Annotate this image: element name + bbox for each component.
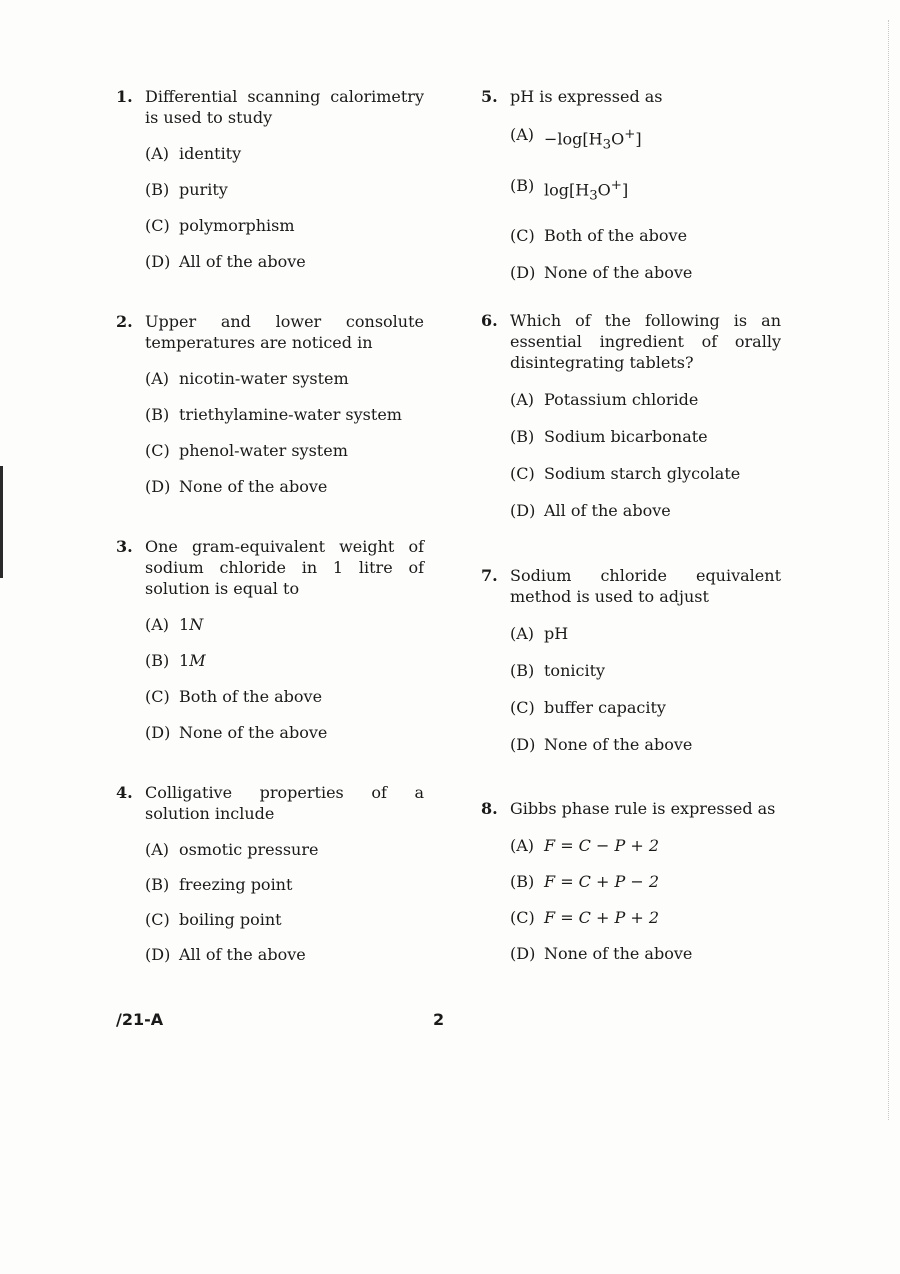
booklet-code: /21-A (116, 1010, 164, 1029)
question-7 (481, 565, 781, 755)
question-3 (116, 536, 424, 743)
option: (B) Sodium bicarbonate (510, 427, 708, 446)
question-text: Colligative properties of a solution include (145, 783, 424, 823)
option: (C) Sodium starch glycolate (510, 464, 741, 483)
option: (A) identity (145, 144, 242, 163)
option: (B) F = C + P − 2 (510, 872, 660, 891)
option: (D) All of the above (145, 945, 306, 964)
option: (B) purity (145, 180, 228, 199)
option: (A) nicotin-water system (145, 369, 349, 388)
question-2 (116, 311, 424, 497)
scan-margin-mark (0, 466, 3, 578)
option: (B) freezing point (145, 875, 293, 894)
option: (A) F = C − P + 2 (510, 836, 660, 855)
option: (B) tonicity (510, 661, 606, 680)
question-1 (116, 86, 424, 272)
question-text: Which of the following is an essential ingredient of orally disintegrating tablets? (510, 311, 781, 372)
option: (D) None of the above (510, 735, 693, 754)
question-number: 1. (116, 87, 133, 106)
option: (C) polymorphism (145, 216, 295, 235)
question-text: Differential scanning calorimetry is used to study (145, 87, 424, 127)
option: (C) buffer capacity (510, 698, 666, 717)
option: (C) boiling point (145, 910, 282, 929)
option: (D) None of the above (510, 944, 693, 963)
question-number: 8. (481, 799, 498, 818)
question-number: 2. (116, 312, 133, 331)
question-4 (116, 782, 424, 965)
question-6 (481, 310, 781, 521)
question-8 (481, 798, 781, 964)
option: (D) All of the above (145, 252, 306, 271)
option: (A) pH (510, 624, 569, 643)
option: (A) $-\log[H_3O^+]$ (510, 125, 642, 153)
question-5 (481, 86, 781, 283)
option: (A) Potassium chloride (510, 390, 699, 409)
option: (C) phenol-water system (145, 441, 348, 460)
option: (B) 1 M (145, 651, 206, 670)
question-number: 7. (481, 566, 498, 585)
option: (C) Both of the above (145, 687, 323, 706)
question-text: Upper and lower consolute temperatures are noticed in (145, 312, 424, 352)
option: (D) None of the above (510, 263, 693, 283)
option: (D) None of the above (145, 723, 328, 742)
question-text: Gibbs phase rule is expressed as (510, 799, 776, 818)
option: (D) None of the above (145, 477, 328, 496)
option: (B) triethylamine-water system (145, 405, 402, 424)
option: (C) F = C + P + 2 (510, 908, 660, 927)
question-number: 3. (116, 537, 133, 556)
question-text: Sodium chloride equivalent method is used to adjust (510, 566, 781, 606)
question-number: 6. (481, 311, 498, 330)
scan-edge-dots (888, 20, 890, 1120)
question-number: 4. (116, 783, 133, 802)
question-text: pH is expressed as (510, 87, 663, 106)
question-text: One gram-equivalent weight of sodium chloride in 1 litre of solution is equal to (145, 537, 424, 598)
option: (B) $\log[H_3O^+]$ (510, 175, 629, 204)
option: (A) 1 N (145, 615, 204, 634)
option: (A) osmotic pressure (145, 840, 319, 859)
option: (D) All of the above (510, 501, 671, 520)
question-number: 5. (481, 87, 498, 106)
option: (C) Both of the above (510, 226, 688, 246)
page-number: 2 (433, 1010, 445, 1029)
